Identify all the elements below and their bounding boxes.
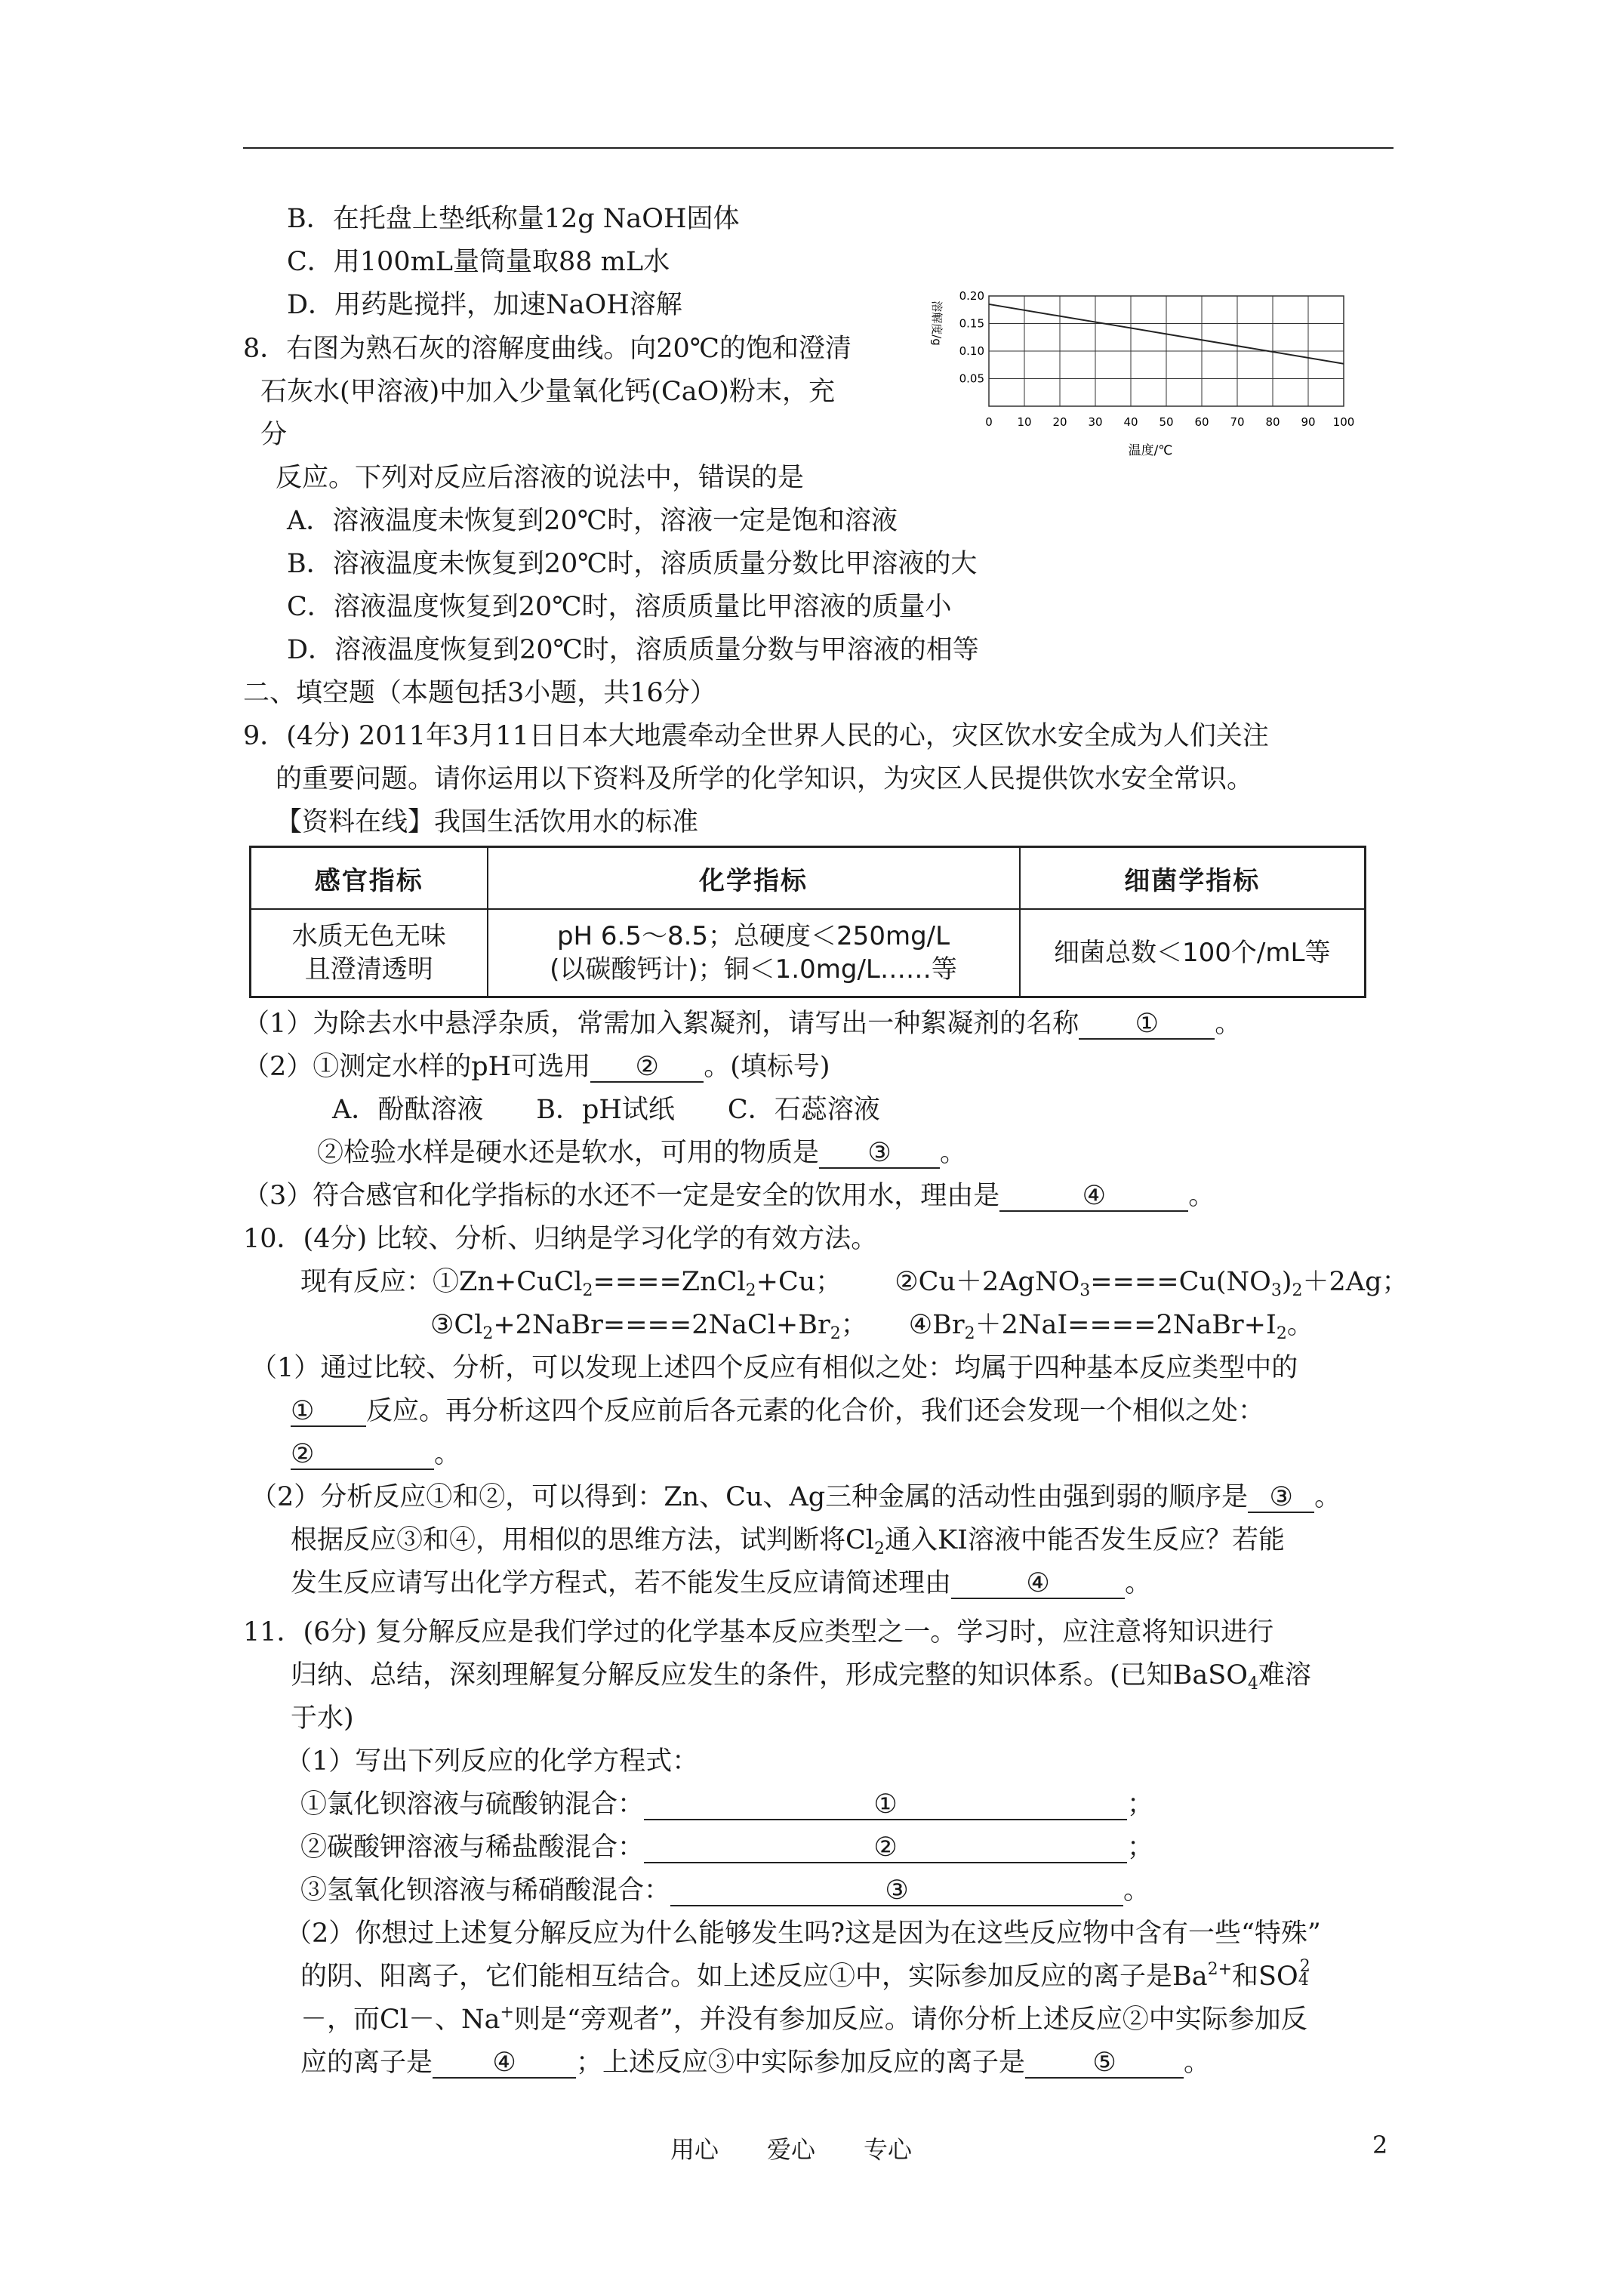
- answer-blank[interactable]: ④: [999, 1182, 1188, 1212]
- q10-part2-line1: （2）分析反应①和②，可以得到：Zn、Cu、Ag三种金属的活动性由强到弱的顺序是 ③ 。: [251, 1482, 1341, 1512]
- y-tick-label: 0.20: [959, 289, 984, 303]
- x-tick-label: 50: [1159, 415, 1174, 429]
- answer-blank[interactable]: ④: [951, 1569, 1125, 1599]
- q10-part2-line3: 发生反应请写出化学方程式，若不能发生反应请简述理由 ④ 。: [291, 1568, 1152, 1598]
- q9-stem-line1: 9．(4分) 2011年3月11日日本大地震牵动全世界人民的心，灾区饮水安全成为人们关注: [243, 721, 1269, 751]
- q7-option-c: C．用100mL量筒量取88 mL水: [287, 247, 670, 277]
- q10-reactions-row1: 现有反应：①Zn+CuCl$_2$====ZnCl$_2$+Cu； $②Cu+2AgNO_3====Cu(NO_3)_2+2Ag$；: [300, 1267, 1409, 1300]
- q9-part1: （1）为除去水中悬浮杂质，常需加入絮凝剂，请写出一种絮凝剂的名称 ① 。: [243, 1009, 1242, 1039]
- q9-part3: （3）符合感官和化学指标的水还不一定是安全的饮用水，理由是 ④ 。: [243, 1181, 1215, 1211]
- table-header-bacterial: 细菌学指标: [1020, 847, 1366, 910]
- q11-part2-line2: 的阴、阳离子，它们能相互结合。如上述反应①中，实际参加反应的离子是$Ba^{2+}$和SO 4 2: [300, 1957, 1310, 1992]
- q11-equation3: ③氢氧化钡溶液与稀硝酸混合： ③ 。: [300, 1875, 1150, 1906]
- answer-blank[interactable]: ①: [1079, 1009, 1215, 1040]
- q11-part1: （1）写出下列反应的化学方程式：: [285, 1746, 699, 1777]
- q11-part2-line1: （2）你想过上述复分解反应为什么能够发生吗?这是因为在这些反应物中含有一些“特殊”: [285, 1918, 1321, 1949]
- x-tick-label: 70: [1230, 415, 1245, 429]
- q9-info-title: 【资料在线】我国生活饮用水的标准: [276, 807, 699, 837]
- q11-stem-line1: 11．(6分) 复分解反应是我们学过的化学基本反应类型之一。学习时，应注意将知识进行: [243, 1617, 1274, 1647]
- y-tick-label: 0.15: [959, 316, 984, 331]
- chart-y-label: 溶解度/g: [930, 300, 944, 346]
- answer-blank[interactable]: ②: [644, 1833, 1127, 1863]
- q11-part2-line4: 应的离子是 ④ ；上述反应③中实际参加反应的离子是 ⑤ 。: [300, 2048, 1211, 2078]
- answer-blank[interactable]: ④: [433, 2048, 576, 2079]
- q9-part2-options: A．酚酞溶液 B．pH试纸 C．石蕊溶液: [332, 1095, 880, 1125]
- q10-part2-line2: 根据反应③和④，用相似的思维方法，试判断将$Cl_2$通入KI溶液中能否发生反应？若能: [291, 1525, 1285, 1558]
- table-header-row: [251, 847, 1366, 910]
- answer-blank[interactable]: ②: [291, 1440, 434, 1470]
- x-tick-label: 60: [1194, 415, 1209, 429]
- q8-stem-line2: 石灰水(甲溶液)中加入少量氧化钙(CaO)粉末，充: [260, 377, 835, 407]
- q8-option-a: A．溶液温度未恢复到20℃时，溶液一定是饱和溶液: [287, 506, 898, 536]
- q11-stem-line2: 归纳、总结，深刻理解复分解反应发生的条件，形成完整的知识体系。(已知BaSO$_4$难溶: [291, 1660, 1311, 1693]
- q7-option-b: B．在托盘上垫纸称量12g NaOH固体: [287, 204, 740, 234]
- sensory-line1: 水质无色无味: [291, 921, 446, 951]
- header-rule: [243, 147, 1394, 149]
- table-header-sensory: 感官指标: [251, 847, 488, 910]
- q11-part2-line3: －，而Cl－、Na+则是“旁观者”，并没有参加反应。请你分析上述反应②中实际参加反: [300, 2003, 1307, 2035]
- q11-stem-line3: 于水): [291, 1703, 354, 1734]
- q9-part2b: ②检验水样是硬水还是软水，可用的物质是 ③ 。: [317, 1138, 967, 1168]
- y-tick-label: 0.10: [959, 344, 984, 358]
- q10-stem: 10．(4分) 比较、分析、归纳是学习化学的有效方法。: [243, 1224, 878, 1254]
- x-tick-label: 20: [1052, 415, 1067, 429]
- answer-blank[interactable]: ③: [819, 1139, 940, 1169]
- answer-blank[interactable]: ①: [291, 1397, 366, 1427]
- chemical-line1: pH 6.5～8.5；总硬度＜250mg/L: [556, 921, 950, 951]
- table-header-chemical: 化学指标: [488, 847, 1020, 910]
- q8-stem-line3: 分: [260, 420, 288, 450]
- q10-part1-line1: （1）通过比较、分析，可以发现上述四个反应有相似之处：均属于四种基本反应类型中的: [251, 1353, 1298, 1383]
- x-tick-label: 40: [1123, 415, 1138, 429]
- footer-motto: 用心 爱心 专心: [670, 2135, 913, 2164]
- q8-stem-line1: 8．右图为熟石灰的溶解度曲线。向20℃的饱和澄清: [243, 334, 852, 364]
- q10-part1-line2: ① 反应。再分析这四个反应前后各元素的化合价，我们还会发现一个相似之处：: [291, 1396, 1265, 1426]
- chemical-line2: (以碳酸钙计)；铜＜1.0mg/L……等: [550, 954, 957, 985]
- q8-stem-line4: 反应。下列对反应后溶液的说法中，错误的是: [276, 463, 805, 493]
- table-row: [251, 909, 1366, 997]
- q7-option-d: D．用药匙搅拌，加速NaOH溶解: [287, 290, 682, 320]
- solubility-chart: [924, 287, 1362, 461]
- q11-equation1: ①氯化钡溶液与硫酸钠混合： ① ；: [300, 1789, 1154, 1820]
- chart-y-ticks: [959, 289, 984, 386]
- page-number: 2: [1372, 2131, 1388, 2159]
- answer-blank[interactable]: ⑤: [1025, 2048, 1184, 2079]
- x-tick-label: 100: [1332, 415, 1355, 429]
- sensory-line2: 且澄清透明: [304, 954, 433, 985]
- q8-option-c: C．溶液温度恢复到20℃时，溶质质量比甲溶液的质量小: [287, 592, 952, 622]
- answer-blank[interactable]: ③: [1248, 1483, 1314, 1513]
- x-tick-label: 10: [1017, 415, 1032, 429]
- q10-reactions-row2: $③Cl_2+2NaBr====2NaCl+Br_2$； $④Br_2+2NaI====2NaBr+I_2$。: [430, 1310, 1313, 1343]
- answer-blank[interactable]: ②: [590, 1052, 704, 1083]
- answer-blank[interactable]: ①: [644, 1790, 1127, 1820]
- table-cell-chemical: [488, 909, 1020, 997]
- q8-option-b: B．溶液温度未恢复到20℃时，溶质质量分数比甲溶液的大: [287, 549, 978, 579]
- q9-stem-line2: 的重要问题。请你运用以下资料及所学的化学知识，为灾区人民提供饮水安全常识。: [276, 764, 1254, 794]
- x-tick-label: 0: [985, 415, 993, 429]
- chart-x-ticks: [985, 415, 1354, 429]
- q8-option-d: D．溶液温度恢复到20℃时，溶质质量分数与甲溶液的相等: [287, 635, 979, 665]
- x-tick-label: 30: [1088, 415, 1103, 429]
- water-standard-table: [249, 846, 1366, 998]
- x-tick-label: 80: [1265, 415, 1280, 429]
- answer-blank[interactable]: ③: [670, 1876, 1123, 1906]
- section2-title: 二、填空题（本题包括3小题，共16分）: [243, 678, 716, 708]
- table-cell-sensory: [251, 909, 488, 997]
- y-tick-label: 0.05: [959, 371, 984, 386]
- chart-x-label: 温度/℃: [1128, 443, 1173, 458]
- q11-equation2: ②碳酸钾溶液与稀盐酸混合： ② ；: [300, 1832, 1154, 1863]
- table-cell-bacterial: 细菌总数＜100个/mL等: [1020, 909, 1366, 997]
- q9-part2: （2）①测定水样的pH可选用 ② 。(填标号): [243, 1052, 830, 1082]
- q10-part1-line3: ② 。: [291, 1439, 461, 1469]
- x-tick-label: 90: [1301, 415, 1316, 429]
